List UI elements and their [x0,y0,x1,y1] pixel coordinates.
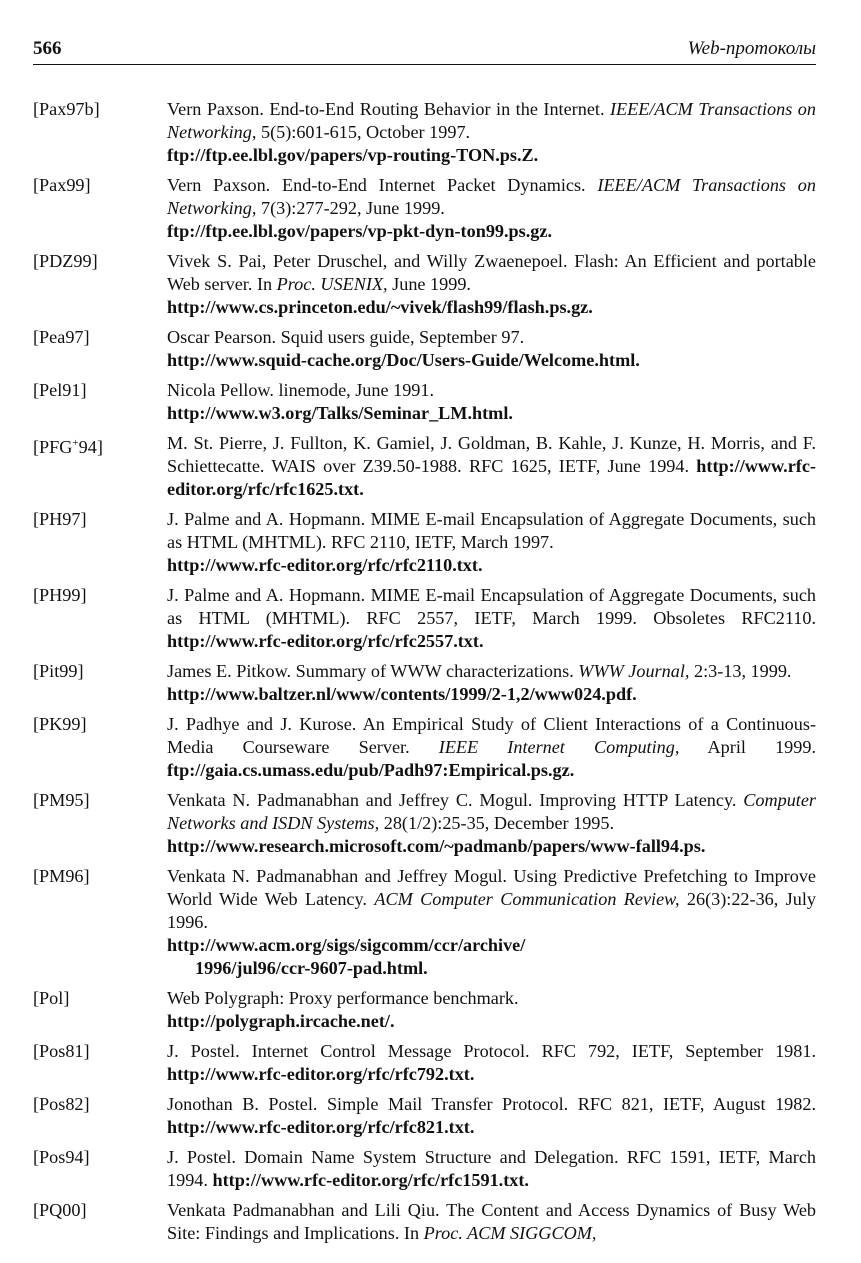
reference-key: [PK99] [33,714,87,734]
reference-venue: Computer Networks and ISDN Systems, [167,790,816,833]
reference-key: [PDZ99] [33,251,98,271]
reference-url[interactable]: http://www.research.microsoft.com/~padmanb/papers/www-fall94.ps. [167,836,706,856]
reference-entry [33,326,816,372]
reference-url[interactable]: http://www.baltzer.nl/www/contents/1999/2-1,2/www024.pdf. [167,684,637,704]
reference-url[interactable]: http://polygraph.ircache.net/. [167,1011,395,1031]
reference-text: Vern Paxson. End-to-End Internet Packet Dynamics. [167,175,598,195]
reference-text: Vern Paxson. End-to-End Routing Behavior in the Internet. [167,99,610,119]
reference-url[interactable]: http://www.cs.princeton.edu/~vivek/flash99/flash.ps.gz. [167,297,593,317]
reference-entry [33,98,816,167]
reference-venue: IEEE Internet Computing, [438,737,680,757]
reference-text: Venkata N. Padmanabhan and Jeffrey Mogul. Using Predictive Prefetching to Improve World Wide Web Latency. [167,866,816,909]
reference-venue: ACM Computer Communication Review, [374,889,680,909]
reference-text: Web Polygraph: Proxy performance benchmark. [167,988,519,1008]
reference-key: [PFG+94] [33,437,103,458]
reference-entry [33,865,816,980]
reference-key: [PM96] [33,866,90,886]
reference-key: [PH99] [33,585,87,605]
reference-url[interactable]: ftp://gaia.cs.umass.edu/pub/Padh97:Empirical.ps.gz. [167,760,575,780]
reference-url[interactable]: http://www.rfc-editor.org/rfc/rfc1625.txt. [167,456,816,499]
reference-entry [33,660,816,706]
reference-text: J. Palme and A. Hopmann. MIME E-mail Encapsulation of Aggregate Documents, such as HTML (MHTML). RFC 2557, IETF, March 1999. Obsoletes RFC2110. [167,585,816,628]
running-head: Web-протоколы [687,38,816,59]
reference-venue: WWW Journal, [578,661,690,681]
reference-details: 2:3-13, 1999. [689,661,792,681]
reference-url[interactable]: http://www.w3.org/Talks/Seminar_LM.html. [167,403,513,423]
reference-key: [Pol] [33,988,70,1008]
reference-url-continued[interactable]: 1996/jul96/ccr-9607-pad.html. [195,958,428,978]
reference-text: Venkata Padmanabhan and Lili Qiu. The Content and Access Dynamics of Busy Web Site: Findings and Implications. In [167,1200,816,1243]
reference-text: Oscar Pearson. Squid users guide, September 97. [167,327,525,347]
reference-key: [Pax97b] [33,99,100,119]
reference-entry [33,1199,816,1245]
reference-text: M. St. Pierre, J. Fullton, K. Gamiel, J. Goldman, B. Kahle, J. Kunze, H. Morris, and F. Schiettecatte. WAIS over Z39.50-1988. RFC 1625, IETF, June 1994. [167,433,816,476]
reference-key: [Pos82] [33,1094,90,1114]
reference-details: 26(3):22-36, July 1996. [167,889,816,932]
reference-venue: IEEE/ACM Transactions on Networking, [167,175,816,218]
reference-entry [33,508,816,577]
reference-text: Venkata N. Padmanabhan and Jeffrey C. Mogul. Improving HTTP Latency. [167,790,744,810]
reference-entry [33,713,816,782]
reference-text: Vivek S. Pai, Peter Druschel, and Willy Zwaenepoel. Flash: An Efficient and portable Web server. In [167,251,816,294]
reference-key: [Pea97] [33,327,90,347]
reference-url[interactable]: http://www.rfc-editor.org/rfc/rfc2557.txt. [167,631,484,651]
reference-entry [33,1040,816,1086]
page-header [33,38,816,65]
reference-text: J. Palme and A. Hopmann. MIME E-mail Encapsulation of Aggregate Documents, such as HTML (MHTML). RFC 2110, IETF, March 1997. [167,509,816,552]
reference-venue: IEEE/ACM Transactions on Networking, [167,99,816,142]
reference-url[interactable]: ftp://ftp.ee.lbl.gov/papers/vp-routing-TON.ps.Z. [167,145,539,165]
reference-entry [33,379,816,425]
reference-entry [33,789,816,858]
reference-entry [33,1146,816,1192]
reference-key: [PM95] [33,790,90,810]
reference-entry [33,1093,816,1139]
reference-details: June 1999. [387,274,471,294]
reference-text: J. Padhye and J. Kurose. An Empirical Study of Client Interactions of a Continuous-Media Courseware Server. [167,714,816,757]
reference-details: 5(5):601-615, October 1997. [256,122,471,142]
reference-text: Jonothan B. Postel. Simple Mail Transfer Protocol. RFC 821, IETF, August 1982. [167,1094,816,1114]
reference-url[interactable]: http://www.rfc-editor.org/rfc/rfc792.txt. [167,1064,475,1084]
reference-details: 7(3):277-292, June 1999. [256,198,445,218]
reference-url[interactable]: http://www.squid-cache.org/Doc/Users-Guide/Welcome.html. [167,350,640,370]
reference-key: [Pos94] [33,1147,90,1167]
page-number: 566 [33,38,62,59]
reference-key: [Pit99] [33,661,84,681]
reference-text: J. Postel. Domain Name System Structure and Delegation. RFC 1591, IETF, March 1994. [167,1147,816,1190]
reference-entry [33,987,816,1033]
reference-text: J. Postel. Internet Control Message Protocol. RFC 792, IETF, September 1981. [167,1041,816,1061]
reference-url[interactable]: http://www.rfc-editor.org/rfc/rfc1591.txt. [212,1170,529,1190]
reference-list [33,98,816,1252]
reference-details: 28(1/2):25-35, December 1995. [379,813,615,833]
reference-key: [Pos81] [33,1041,90,1061]
reference-entry [33,174,816,243]
reference-url[interactable]: http://www.rfc-editor.org/rfc/rfc2110.txt. [167,555,483,575]
reference-entry [33,584,816,653]
reference-key: [Pel91] [33,380,87,400]
reference-entry [33,432,816,501]
reference-key: [Pax99] [33,175,91,195]
reference-key: [PH97] [33,509,87,529]
reference-url[interactable]: http://www.acm.org/sigs/sigcomm/ccr/archive/ [167,935,526,955]
reference-details: April 1999. [679,737,816,757]
reference-text: Nicola Pellow. linemode, June 1991. [167,380,435,400]
reference-url[interactable]: http://www.rfc-editor.org/rfc/rfc821.txt. [167,1117,475,1137]
reference-venue: Proc. ACM SIGGCOM, [423,1223,597,1243]
reference-url[interactable]: ftp://ftp.ee.lbl.gov/papers/vp-pkt-dyn-ton99.ps.gz. [167,221,553,241]
reference-key: [PQ00] [33,1200,87,1220]
reference-entry [33,250,816,319]
reference-venue: Proc. USENIX, [276,274,388,294]
reference-text: James E. Pitkow. Summary of WWW characterizations. [167,661,579,681]
